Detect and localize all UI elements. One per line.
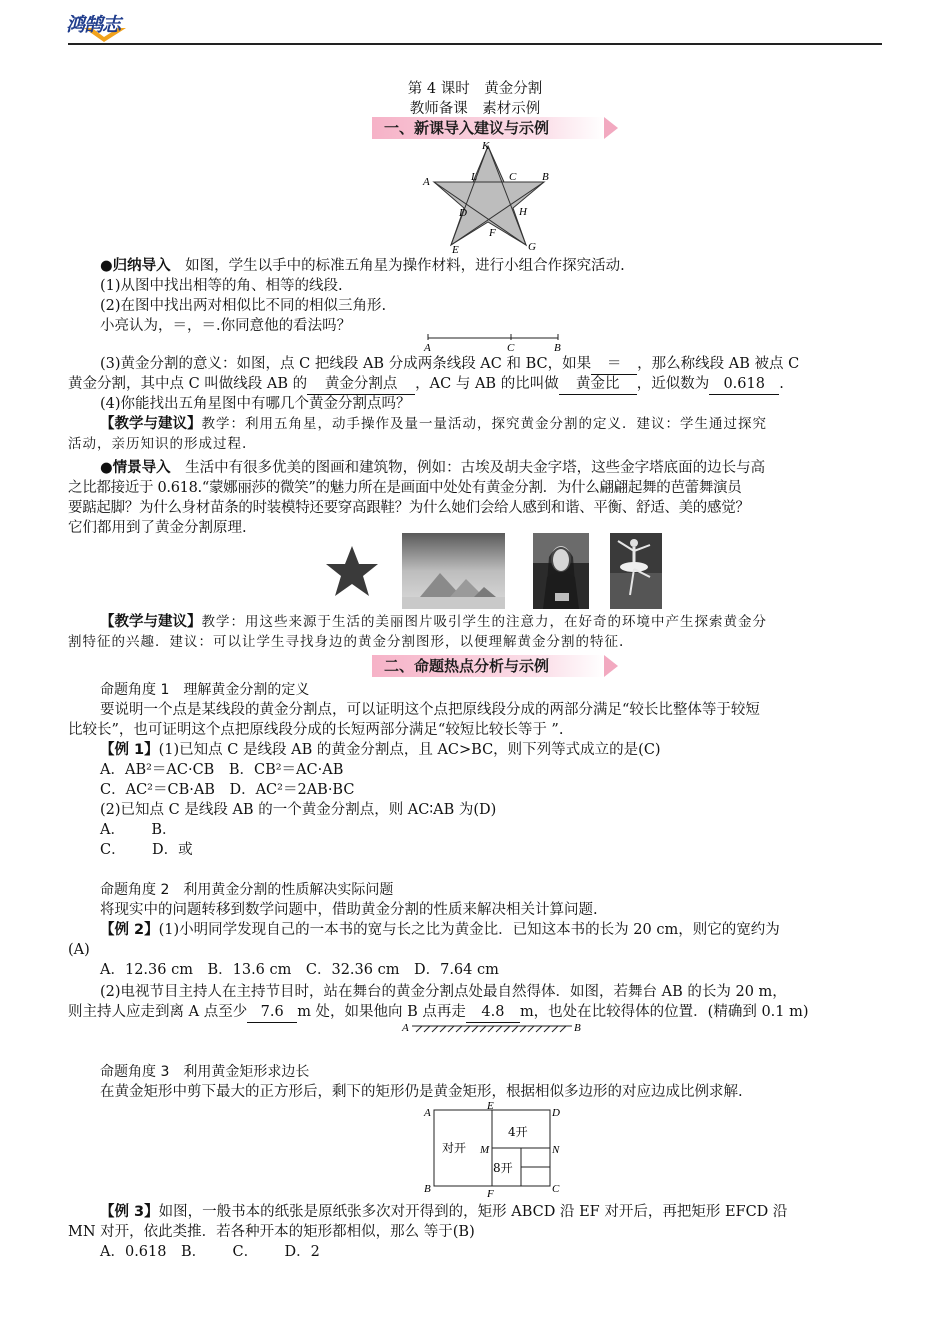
intro-p1: ●归纳导入 如图，学生以手中的标准五角星为操作材料，进行小组合作探究活动. bbox=[100, 258, 625, 274]
rect-label-half: 对开 bbox=[442, 1141, 467, 1155]
star-label-K: K bbox=[482, 140, 490, 152]
topic1-line1: 要说明一个点是某线段的黄金分割点，可以证明这个点把原线段分成的两部分满足“较长比整体等于较短 bbox=[100, 702, 760, 718]
star-label-H: H bbox=[519, 206, 527, 218]
star-label-C: C bbox=[509, 171, 517, 183]
example3-line2: MN 对开，依此类推．若各种开本的矩形都相似，那么 等于(B) bbox=[68, 1224, 475, 1240]
rect-label-N: N bbox=[552, 1144, 560, 1156]
dark-star-image bbox=[320, 540, 384, 604]
section-banner-2: 二、命题热点分析与示例 bbox=[372, 655, 604, 677]
example2-options: A．12.36 cm B．13.6 cm C．32.36 cm D．7.64 cm bbox=[100, 962, 499, 978]
rect-label-quarter: 4开 bbox=[508, 1125, 528, 1139]
example2-line3: 则主持人应走到离 A 点至少 7.6 m 处，如果他向 B 点再走 4.8 m，也处在比较得体的位置．(精确到 0.1 m) bbox=[68, 1002, 882, 1023]
example3-line1: 【例 3】如图，一般书本的纸张是原纸张多次对开得到的，矩形 ABCD 沿 EF 对开后，再把矩形 EFCD 沿 bbox=[100, 1204, 788, 1220]
teaching-tip-2-line2: 割特征的兴趣．建议：可以让学生寻找身边的黄金分割图形，以便理解黄金分割的特征. bbox=[68, 634, 625, 650]
topic2-title: 命题角度 2 利用黄金分割的性质解决实际问题 bbox=[100, 882, 394, 898]
rect-label-M: M bbox=[480, 1144, 490, 1156]
topic1-line2: 比较长”，也可证明这个点把原线段分成的长短两部分满足“较短比较长等于 ”. bbox=[68, 722, 564, 738]
header-rule bbox=[68, 43, 882, 45]
teaching-tip-1-line1: 【教学与建议】教学：利用五角星，动手操作及量一量活动，探究黄金分割的定义．建议：学生通过探究 bbox=[100, 416, 767, 432]
rect-label-F: F bbox=[487, 1188, 494, 1200]
star-label-A: A bbox=[423, 176, 430, 188]
intro-p2-line3: 要踮起脚？为什么身材苗条的时装模特还要穿高跟鞋？为什么她们会给人感到和谐、平衡、舒适、美的感觉？ bbox=[68, 500, 750, 516]
intro-q3-line2: 黄金分割，其中点 C 叫做线段 AB 的 黄金分割点 ，AC 与 AB 的比叫做 黄金比 ，近似数为 0.618 . bbox=[68, 374, 882, 395]
topic1-title: 命题角度 1 理解黄金分割的定义 bbox=[100, 682, 310, 698]
page-subtitle: 教师备课 素材示例 bbox=[409, 101, 541, 117]
pyramids-image bbox=[402, 533, 505, 609]
page-title: 第 4 课时 黄金分割 bbox=[407, 81, 543, 97]
star-label-B: B bbox=[542, 171, 549, 183]
stage-label-A: A bbox=[402, 1022, 409, 1034]
intro-p2-line4: 它们都用到了黄金分割原理. bbox=[68, 520, 247, 536]
rect-label-A: A bbox=[424, 1107, 431, 1119]
segment-figure bbox=[418, 332, 568, 354]
star-figure bbox=[420, 137, 580, 255]
star-label-E: E bbox=[452, 244, 459, 255]
example3-options: A．0.618 B． C． D．2 bbox=[100, 1244, 320, 1260]
intro-q3-line1: (3)黄金分割的意义：如图，点 C 把线段 AB 分成两条线段 AC 和 BC，如果 ＝ ，那么称线段 AB 被点 C bbox=[68, 354, 882, 375]
example2-line1: 【例 2】(1)小明同学发现自己的一本书的宽与长之比为黄金比．已知这本书的长为 20 cm，则它的宽约为 bbox=[100, 922, 780, 938]
mona-lisa-image bbox=[533, 533, 589, 609]
topic3-title: 命题角度 3 利用黄金矩形求边长 bbox=[100, 1064, 310, 1080]
intro-q2: (2)在图中找出两对相似比不同的相似三角形. bbox=[100, 298, 387, 314]
intro-q1: (1)从图中找出相等的角、相等的线段. bbox=[100, 278, 343, 294]
stage-figure bbox=[400, 1018, 590, 1036]
example2-answer: (A) bbox=[68, 942, 90, 958]
rect-label-eighth: 8开 bbox=[493, 1161, 513, 1175]
stage-label-B: B bbox=[574, 1022, 581, 1034]
rect-label-E: E bbox=[487, 1100, 494, 1112]
example2-line2: (2)电视节目主持人在主持节目时，站在舞台的黄金分割点处最自然得体．如图，若舞台 AB 的长为 20 m， bbox=[100, 984, 787, 1000]
rect-label-B: B bbox=[424, 1183, 431, 1195]
rect-label-C: C bbox=[552, 1183, 560, 1195]
rect-label-D: D bbox=[552, 1107, 560, 1119]
section-banner-1: 一、新课导入建议与示例 bbox=[372, 117, 604, 139]
seg-label-C: C bbox=[507, 342, 515, 354]
topic2-line1: 将现实中的问题转移到数学问题中，借助黄金分割的性质来解决相关计算问题. bbox=[100, 902, 598, 918]
example1-options2-cd: C． D．或 bbox=[100, 842, 193, 858]
ballerina-image bbox=[610, 533, 662, 609]
example1-options2-ab: A． B． bbox=[100, 822, 177, 838]
example1-options-ab: A．AB²＝AC·CB B．CB²＝AC·AB bbox=[100, 762, 344, 778]
topic3-line1: 在黄金矩形中剪下最大的正方形后，剩下的矩形仍是黄金矩形，根据相似多边形的对应边成比例求解. bbox=[100, 1084, 743, 1100]
golden-rectangle-figure bbox=[420, 1100, 570, 1200]
star-label-D: D bbox=[459, 207, 467, 219]
logo-text: 鸿鹄志 bbox=[66, 14, 121, 36]
teaching-tip-1-line2: 活动，亲历知识的形成过程. bbox=[68, 436, 248, 452]
intro-p2-line2: 之比都接近于 0.618.“蒙娜丽莎的微笑”的魅力所在是画面中处处有黄金分割．为什么翩翩起舞的芭蕾舞演员 bbox=[68, 480, 742, 496]
example1-options-cd: C．AC²＝CB·AB D．AC²＝2AB·BC bbox=[100, 782, 355, 798]
teaching-tip-2-line1: 【教学与建议】教学：用这些来源于生活的美丽图片吸引学生的注意力，在好奇的环境中产生探索黄金分 bbox=[100, 614, 767, 630]
star-label-F: F bbox=[489, 227, 496, 239]
example1-line1: 【例 1】(1)已知点 C 是线段 AB 的黄金分割点，且 AC>BC，则下列等式成立的是(C) bbox=[100, 742, 661, 758]
intro-q4: (4)你能找出五角星图中有哪几个黄金分割点吗？ bbox=[100, 396, 411, 412]
star-label-L: L bbox=[471, 171, 478, 183]
seg-label-A: A bbox=[424, 342, 431, 354]
seg-label-B: B bbox=[554, 342, 561, 354]
logo bbox=[66, 8, 146, 44]
star-label-G: G bbox=[528, 241, 536, 253]
intro-q2b: 小亮认为，＝，＝.你同意他的看法吗？ bbox=[100, 318, 352, 334]
example1-line2: (2)已知点 C 是线段 AB 的一个黄金分割点，则 AC∶AB 为(D) bbox=[100, 802, 497, 818]
intro-p2-line1: ●情景导入 生活中有很多优美的图画和建筑物，例如：古埃及胡夫金字塔，这些金字塔底面的边长与高 bbox=[100, 460, 766, 476]
